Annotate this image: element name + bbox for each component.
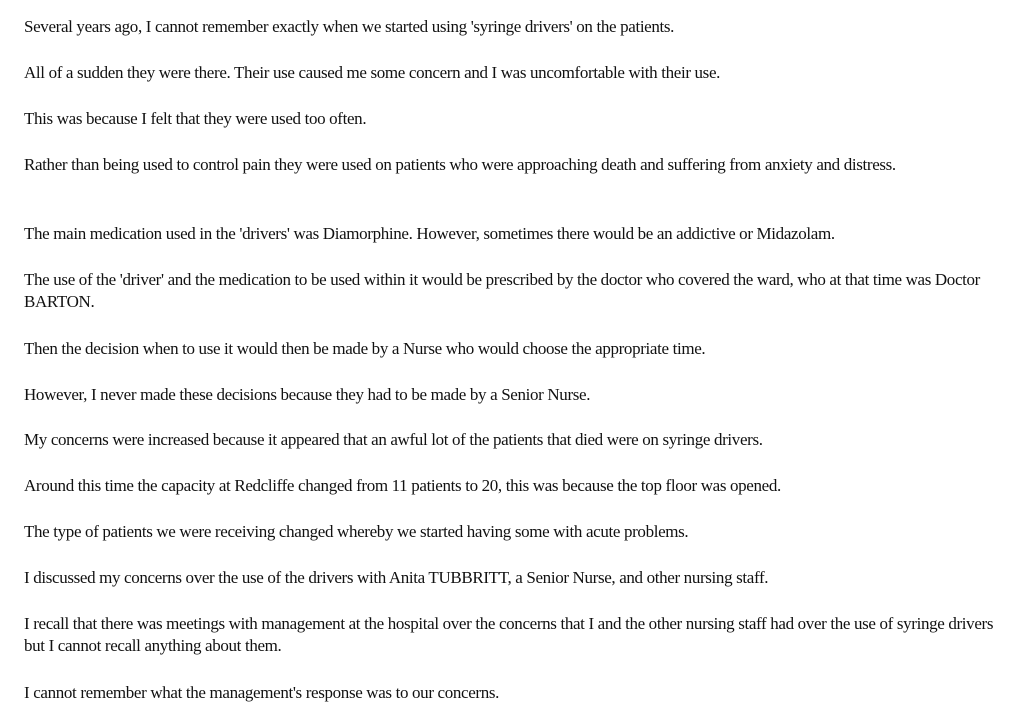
statement-paragraph-2: All of a sudden they were there. Their use caused me some concern and I was uncomfortable with their use. xyxy=(24,63,721,82)
statement-paragraph-8: However, I never made these decisions because they had to be made by a Senior Nurse. xyxy=(24,385,591,404)
statement-paragraph-5: The main medication used in the 'drivers' was Diamorphine. However, sometimes there would be an addictive or Midazolam. xyxy=(24,224,835,243)
statement-paragraph-11: The type of patients we were receiving changed whereby we started having some with acute problems. xyxy=(24,522,689,541)
statement-paragraph-14: I cannot remember what the management's response was to our concerns. xyxy=(24,683,500,702)
statement-paragraph-7: Then the decision when to use it would then be made by a Nurse who would choose the appropriate time. xyxy=(24,339,706,358)
statement-paragraph-6: The use of the 'driver' and the medication to be used within it would be prescribed by the doctor who covered the ward, who at that time was Doctor BARTON. xyxy=(24,270,980,311)
statement-paragraph-1: Several years ago, I cannot remember exactly when we started using 'syringe drivers' on the patients. xyxy=(24,17,675,36)
statement-paragraph-10: Around this time the capacity at Redcliffe changed from 11 patients to 20, this was because the top floor was opened. xyxy=(24,476,781,495)
statement-paragraph-9: My concerns were increased because it appeared that an awful lot of the patients that died were on syringe drivers. xyxy=(24,430,763,449)
statement-paragraph-3: This was because I felt that they were used too often. xyxy=(24,109,367,128)
statement-paragraph-12: I discussed my concerns over the use of the drivers with Anita TUBBRITT, a Senior Nurse, and other nursing staff. xyxy=(24,568,769,587)
statement-paragraph-4: Rather than being used to control pain they were used on patients who were approaching death and suffering from anxiety and distress. xyxy=(24,155,896,174)
statement-paragraph-13: I recall that there was meetings with management at the hospital over the concerns that I and the other nursing staff had over the use of syringe drivers but I cannot recall anything about them. xyxy=(24,614,994,655)
